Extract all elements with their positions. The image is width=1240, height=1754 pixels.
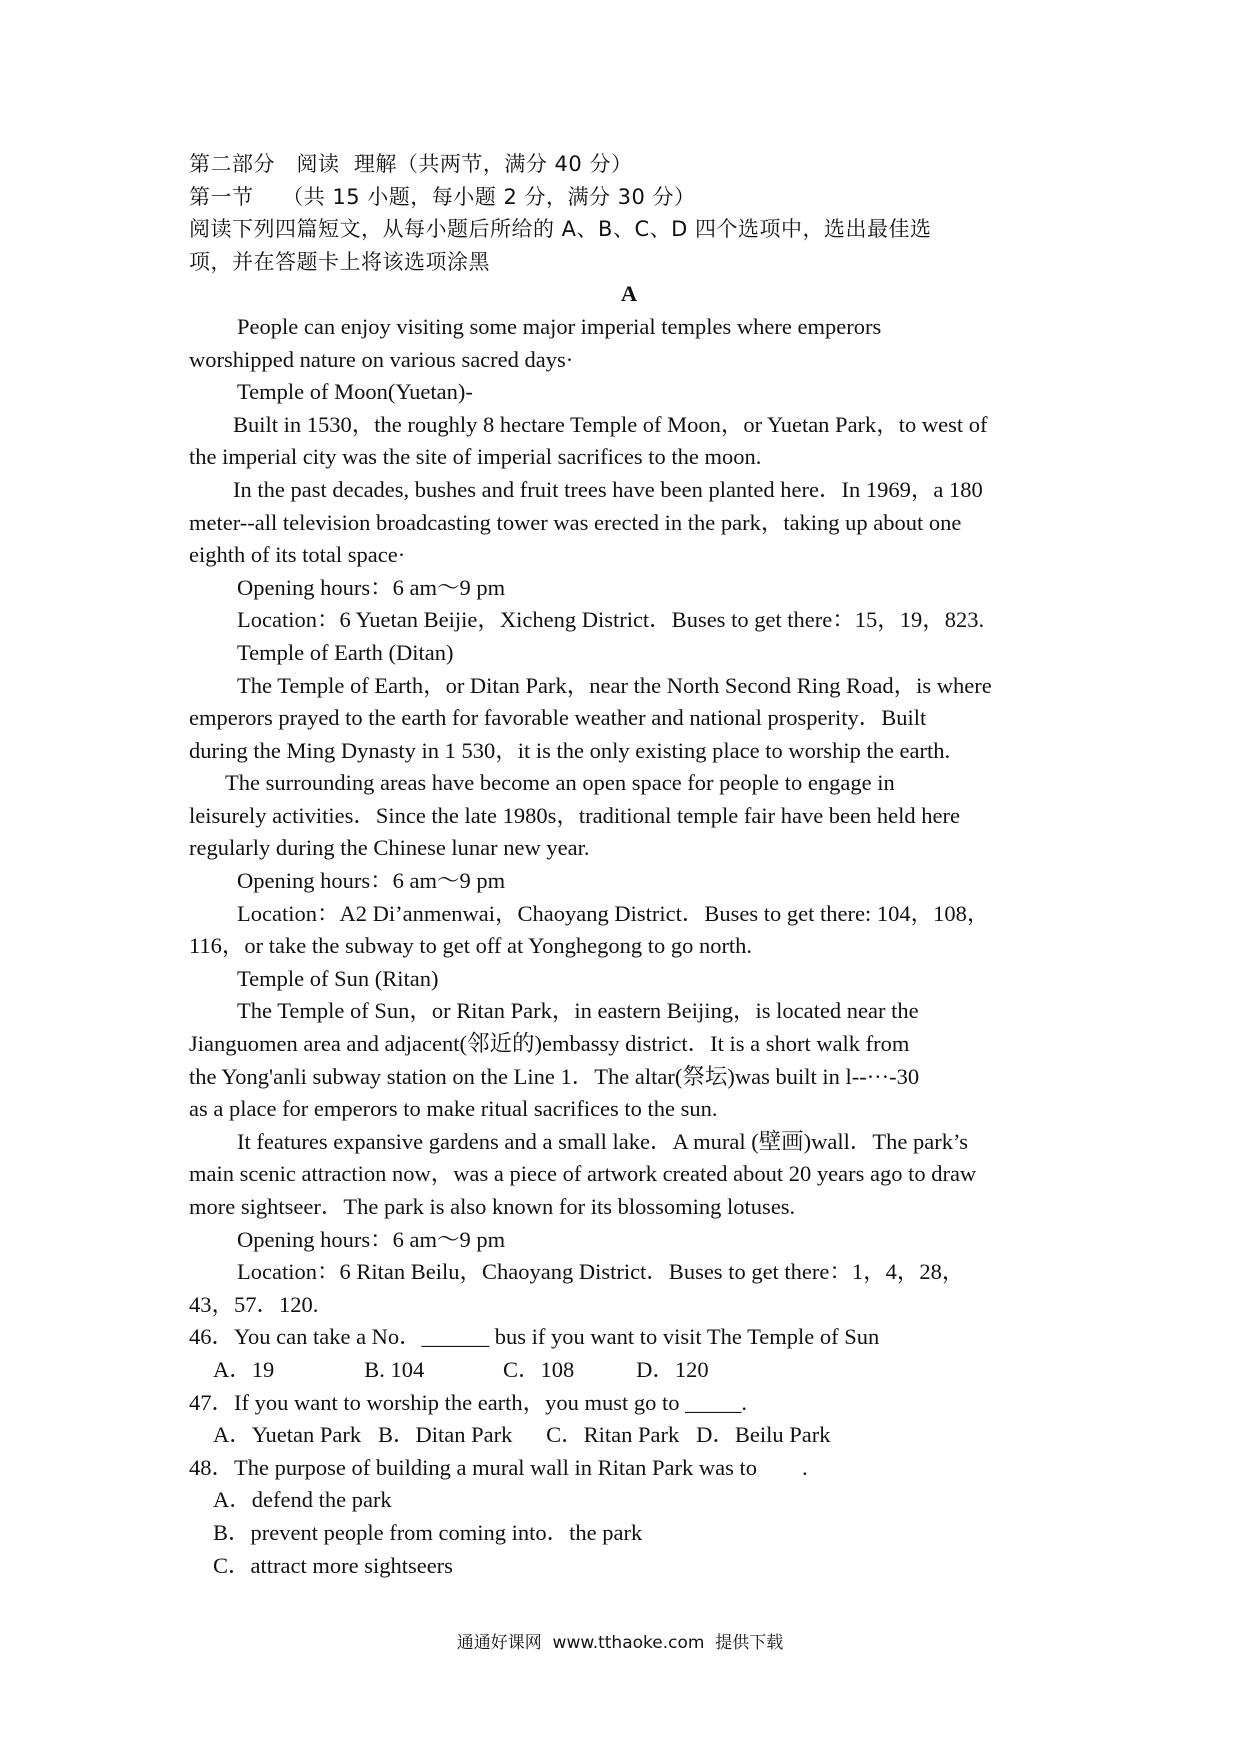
- passage-line: regularly during the Chinese lunar new year.: [189, 835, 590, 861]
- passage-body: [189, 311, 1069, 1321]
- passage-line: meter--all television broadcasting tower was erected in the park，taking up about one: [189, 509, 962, 535]
- location-line: 116，or take the subway to get off at Yonghegong to go north.: [189, 933, 753, 959]
- passage-line: Built in 1530，the roughly 8 hectare Temple of Moon，or Yuetan Park，to west of: [233, 411, 988, 437]
- question-48-option-b: B．prevent people from coming into．the park: [213, 1519, 643, 1545]
- passage-line: The Temple of Sun，or Ritan Park，in eastern Beijing，is located near the: [237, 998, 919, 1024]
- instructions-line-1: 阅读下列四篇短文，从每小题后所给的 A、B、C、D 四个选项中，选出最佳选: [189, 217, 932, 242]
- footer-source-credit: 通通好课网 www.tthaoke.com 提供下载: [456, 1633, 784, 1653]
- location-line: Location：6 Ritan Beilu，Chaoyang District．Buses to get there：1，4，28，: [237, 1259, 965, 1285]
- question-47-options: A．Yuetan Park B．Ditan Park C．Ritan Park D．Beilu Park: [213, 1422, 831, 1448]
- passage-line: emperors prayed to the earth for favorable weather and national prosperity．Built: [189, 705, 927, 731]
- question-48-stem: 48．The purpose of building a mural wall in Ritan Park was to .: [189, 1454, 808, 1480]
- passage-line: leisurely activities．Since the late 1980s，traditional temple fair have been held here: [189, 802, 960, 828]
- exam-page-content: [189, 148, 1069, 1582]
- section-title: 第一节 （共 15 小题，每小题 2 分，满分 30 分）: [189, 184, 696, 209]
- passage-label: A: [620, 281, 638, 307]
- part-title: 第二部分 阅读 理解（共两节，满分 40 分）: [189, 152, 633, 176]
- passage-line: It features expansive gardens and a small lake．A mural (壁画)wall．The park’s: [237, 1128, 969, 1154]
- questions: [189, 1321, 1069, 1582]
- question-48-option-c: C．attract more sightseers: [213, 1552, 453, 1578]
- instructions-line-2: 项，并在答题卡上将该选项涂黑: [189, 249, 490, 274]
- passage-subheading: Temple of Earth (Ditan): [237, 639, 454, 665]
- question-48-option-a: A．defend the park: [213, 1487, 392, 1513]
- passage-subheading: Temple of Moon(Yuetan)-: [237, 379, 473, 405]
- opening-hours: Opening hours：6 am～9 pm: [237, 574, 506, 600]
- passage-subheading: Temple of Sun (Ritan): [237, 965, 439, 991]
- location-line: 43，57．120.: [189, 1291, 319, 1317]
- passage-line: The surrounding areas have become an open space for people to engage in: [225, 770, 895, 796]
- passage-line: during the Ming Dynasty in 1 530，it is the only existing place to worship the earth.: [189, 737, 951, 763]
- opening-hours: Opening hours：6 am～9 pm: [237, 1226, 506, 1252]
- passage-line: the imperial city was the site of imperial sacrifices to the moon.: [189, 444, 762, 470]
- question-46-stem: 46．You can take a No．______ bus if you want to visit The Temple of Sun: [189, 1324, 880, 1350]
- opening-hours: Opening hours：6 am～9 pm: [237, 868, 506, 894]
- passage-line: The Temple of Earth，or Ditan Park，near the North Second Ring Road，is where: [237, 672, 992, 698]
- question-47-stem: 47．If you want to worship the earth，you must go to _____.: [189, 1389, 748, 1415]
- location-line: Location：6 Yuetan Beijie，Xicheng District．Buses to get there：15，19，823.: [237, 607, 985, 633]
- passage-line: Jianguomen area and adjacent(邻近的)embassy district．It is a short walk from: [189, 1031, 910, 1057]
- passage-line: In the past decades, bushes and fruit trees have been planted here．In 1969，a 180: [233, 476, 983, 502]
- passage-line: more sightseer．The park is also known for its blossoming lotuses.: [189, 1194, 796, 1219]
- passage-line: as a place for emperors to make ritual sacrifices to the sun.: [189, 1096, 718, 1122]
- passage-line: main scenic attraction now，was a piece of artwork created about 20 years ago to draw: [189, 1161, 977, 1187]
- passage-line: the Yong'anli subway station on the Line 1．The altar(祭坛)was built in l--···-30: [189, 1063, 920, 1089]
- passage-line: eighth of its total space·: [189, 542, 406, 568]
- passage-line: worshipped nature on various sacred days·: [189, 346, 574, 372]
- passage-line: People can enjoy visiting some major imperial temples where emperors: [237, 313, 882, 339]
- question-46-options: A．19 B. 104 C．108 D．120: [213, 1356, 709, 1382]
- location-line: Location：A2 Di’anmenwai，Chaoyang District．Buses to get there: 104，108，: [237, 900, 990, 926]
